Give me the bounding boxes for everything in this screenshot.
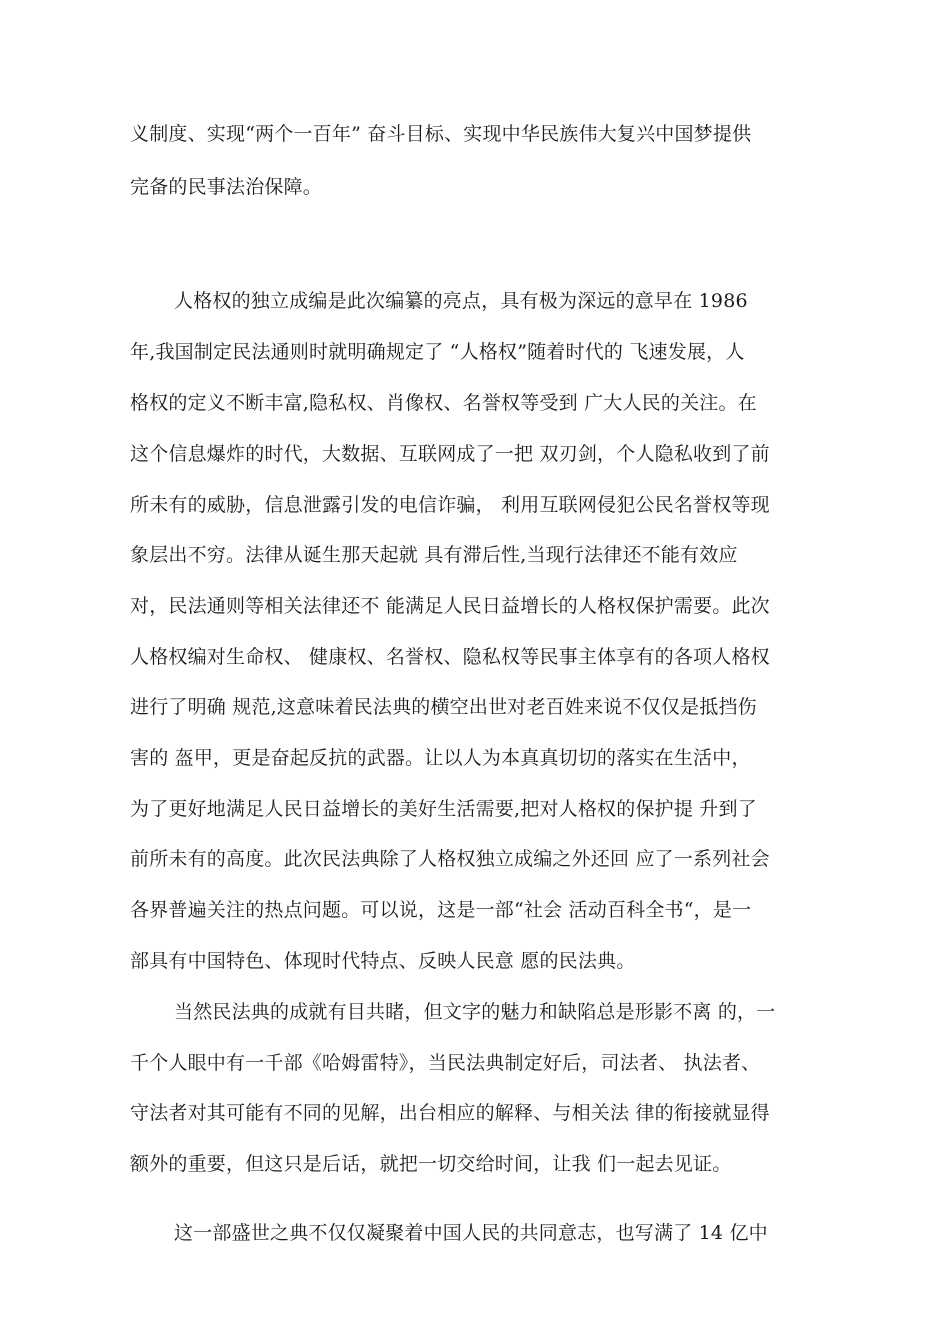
text-line: 进行了明确 规范,这意味着民法典的横空出世对老百姓来说不仅仅是抵挡伤 <box>130 696 757 718</box>
text-line: 前所未有的高度。此次民法典除了人格权独立成编之外还回 应了一系列社会 <box>130 848 770 870</box>
text-line: 千个人眼中有一千部《哈姆雷特》，当民法典制定好后，司法者、 执法者、 <box>130 1052 761 1074</box>
text-line: 象层出不穷。法律从诞生那天起就 具有滞后性,当现行法律还不能有效应 <box>130 544 738 566</box>
paragraph-first-line: 人格权的独立成编是此次编纂的亮点，具有极为深远的意早在 1986 <box>174 290 748 312</box>
text-line: 额外的重要，但这只是后话，就把一切交给时间，让我 们一起去见证。 <box>130 1153 732 1175</box>
text-line: 人格权编对生命权、 健康权、名誉权、隐私权等民事主体享有的各项人格权 <box>130 646 770 668</box>
text-line: 害的 盔甲，更是奋起反抗的武器。让以人为本真真切切的落实在生活中， <box>130 747 751 769</box>
text-line: 各界普遍关注的热点问题。可以说，这是一部“社会 活动百科全书“，是一 <box>130 899 752 921</box>
text-line: 年,我国制定民法通则时就明确规定了 “人格权”随着时代的 飞速发展，人 <box>130 341 745 363</box>
paragraph-first-line: 这一部盛世之典不仅仅凝聚着中国人民的共同意志，也写满了 14 亿中 <box>174 1222 768 1244</box>
paragraph-first-line: 当然民法典的成就有目共睹，但文字的魅力和缺陷总是形影不离 的，一 <box>174 1001 776 1023</box>
text-line: 完备的民事法治保障。 <box>130 176 323 198</box>
text-line: 对，民法通则等相关法律还不 能满足人民日益增长的人格权保护需要。此次 <box>130 595 770 617</box>
text-line: 义制度、实现“两个一百年” 奋斗目标、实现中华民族伟大复兴中国梦提供 <box>130 123 752 145</box>
text-line: 为了更好地满足人民日益增长的美好生活需要,把对人格权的保护提 升到了 <box>130 798 757 820</box>
text-line: 守法者对其可能有不同的见解，出台相应的解释、与相关法 律的衔接就显得 <box>130 1102 770 1124</box>
text-line: 这个信息爆炸的时代，大数据、互联网成了一把 双刃剑，个人隐私收到了前 <box>130 443 770 465</box>
text-line: 格权的定义不断丰富,隐私权、肖像权、名誉权等受到 广大人民的关注。在 <box>130 392 757 414</box>
text-line: 所未有的威胁，信息泄露引发的电信诈骗， 利用互联网侵犯公民名誉权等现 <box>130 494 770 516</box>
text-line: 部具有中国特色、体现时代特点、反映人民意 愿的民法典。 <box>130 950 636 972</box>
